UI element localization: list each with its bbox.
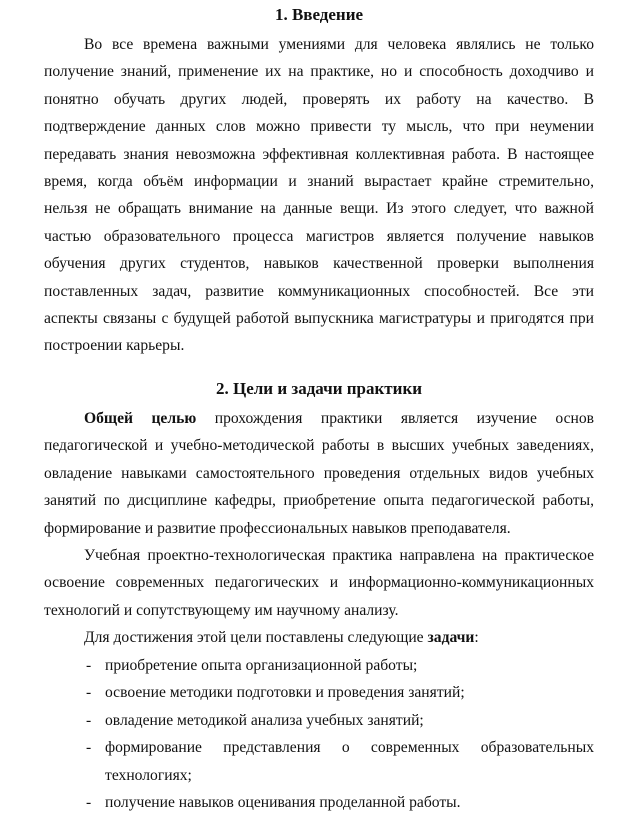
text-line: поставленных задач, развитие коммуникационных способностей. Все эти: [44, 282, 594, 300]
practice-description-paragraph: [44, 542, 594, 624]
text-line: Учебная проектно-технологическая практика направлена на практическое: [84, 547, 594, 564]
text-line: освоение методики подготовки и проведения занятий; -: [44, 679, 594, 706]
text-line: частью образовательного процесса магистров является получение навыков: [44, 227, 594, 245]
goal-paragraph: [44, 405, 594, 542]
text-line: приобретение опыта организационной работы; -: [44, 652, 594, 679]
text-line: педагогической и учебно-методической работы в высших учебных заведениях,: [44, 437, 594, 455]
text-line: [44, 624, 594, 651]
text-segment: :: [474, 629, 479, 646]
text-line: время, когда объём информации и знаний вырастает крайне стремительно,: [44, 172, 594, 190]
text-line: технологий и сопутствующему им научному анализу.: [44, 601, 399, 619]
tasks-intro-paragraph: [44, 624, 594, 651]
text-segment: прохождения практики является изучение основ: [196, 410, 594, 427]
task-list-item: [44, 652, 594, 679]
bullet-dash: -: [86, 711, 92, 729]
bullet-dash: -: [86, 793, 92, 811]
text-line: овладение навыками самостоятельного проведения отдельных видов учебных: [44, 464, 594, 482]
task-list-item: [44, 679, 594, 706]
text-line: технологиях;: [105, 766, 192, 784]
tasks-list: [44, 652, 594, 816]
text-line: аспекты связаны с будущей работой выпускника магистратуры и пригодятся при: [44, 309, 594, 327]
bullet-dash: -: [86, 657, 92, 674]
text-line: понятно обучать других людей, проверять их работу на качество. В: [44, 90, 594, 108]
text-line: получение навыков оценивания проделанной работы. -: [44, 789, 594, 816]
text-line: формирование представления о современных образовательных -: [44, 734, 594, 761]
text-line: Во все времена важными умениями для человека являлись не только: [84, 36, 594, 53]
text-line: занятий по дисциплине кафедры, приобретение опыта педагогической работы,: [44, 492, 594, 510]
text-line: [44, 405, 594, 432]
text-line: подтверждение данных слов можно привести ту мысль, что при неумении: [44, 118, 594, 136]
section-heading-introduction: 1. Введение: [274, 5, 364, 24]
introduction-paragraph: [44, 31, 594, 360]
text-line: нельзя не обращать внимание на данные вещи. Из этого следует, что важной: [44, 200, 594, 218]
section-heading-goals: 2. Цели и задачи практики: [215, 379, 423, 398]
task-list-item: [44, 734, 594, 789]
text-line: овладение методикой анализа учебных занятий; -: [44, 707, 594, 734]
bold-text: задачи: [427, 629, 475, 646]
bold-text: Общей целью: [84, 410, 197, 427]
bullet-dash: -: [86, 684, 92, 702]
text-line: получение знаний, применение их на практике, но и способность доходчиво и: [44, 63, 594, 81]
task-list-item: [44, 707, 594, 734]
task-list-item: [44, 789, 594, 816]
text-line: обучения других студентов, навыков качественной проверки выполнения: [44, 255, 594, 273]
text-line: построении карьеры.: [44, 337, 185, 355]
text-line: формирование и развитие профессиональных навыков преподавателя.: [44, 519, 511, 537]
text-line: освоение современных педагогических и информационно-коммуникационных: [44, 574, 594, 592]
text-line: передавать знания невозможна эффективная коллективная работа. В настоящее: [44, 145, 594, 163]
bullet-dash: -: [86, 739, 92, 757]
text-segment: Для достижения этой цели поставлены следующие: [84, 629, 428, 646]
